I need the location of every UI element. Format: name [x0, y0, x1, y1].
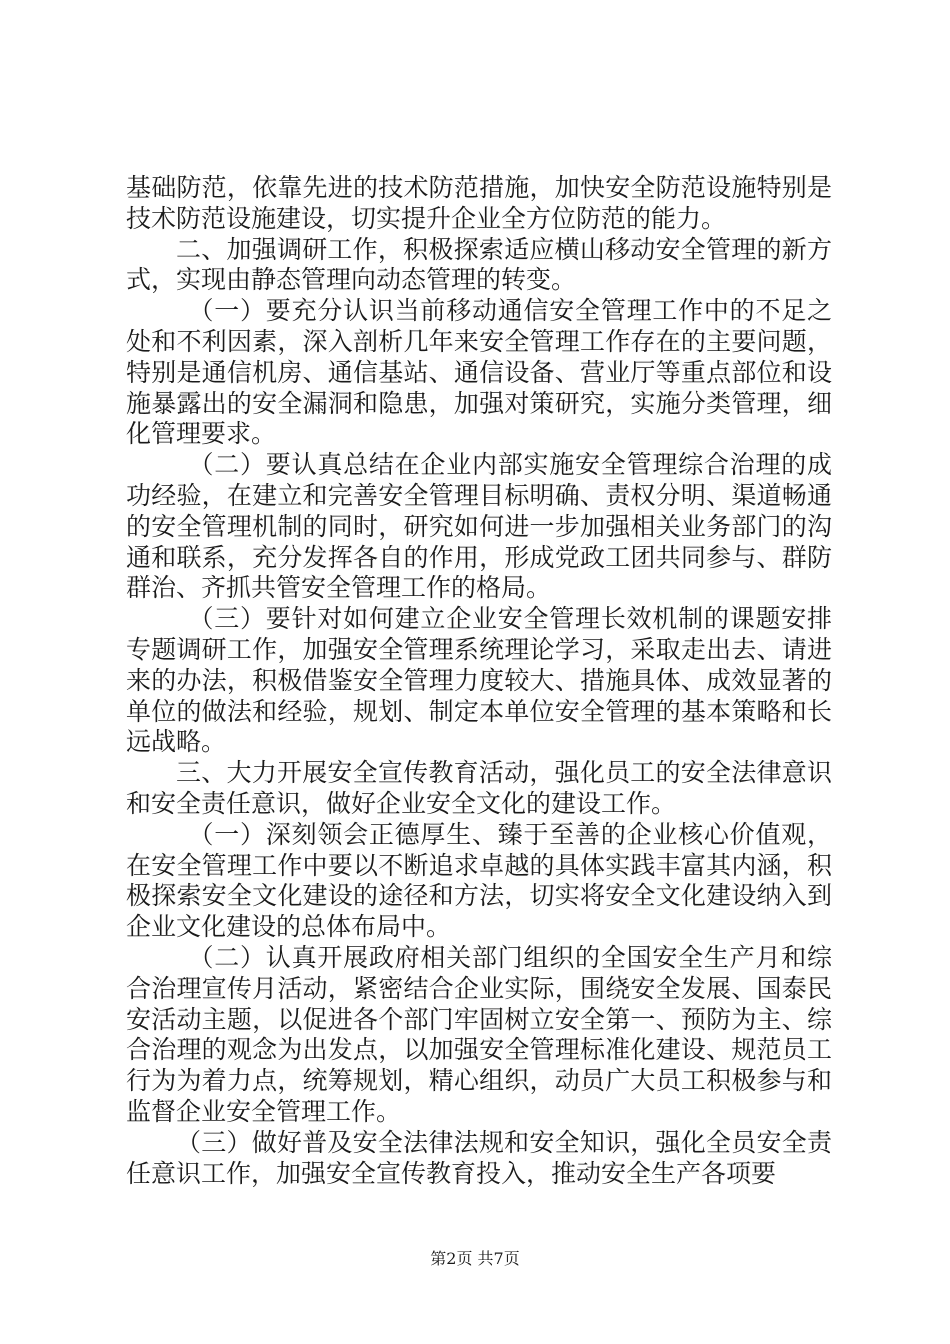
paragraph-section-3-item-2: （二）认真开展政府相关部门组织的全国安全生产月和综合治理宣传月活动，紧密结合企业实际，围绕安全发展、国泰民安活动主题，以促进各个部门牢固树立安全第一、预防为主、综合治理的观念为出发点，以加强安全管理标准化建设、规范员工行为为着力点，统筹规划，精心组织，动员广大员工积极参与和监督企业安全管理工作。	[126, 942, 832, 1126]
paragraph-section-3-item-1: （一）深刻领会正德厚生、臻于至善的企业核心价值观，在安全管理工作中要以不断追求卓越的具体实践丰富其内涵，积极探索安全文化建设的途径和方法，切实将安全文化建设纳入到企业文化建设的总体布局中。	[126, 819, 832, 942]
paragraph-section-2-heading: 二、加强调研工作，积极探索适应横山移动安全管理的新方式，实现由静态管理向动态管理的转变。	[126, 234, 832, 295]
paragraph-section-2-item-3: （三）要针对如何建立企业安全管理长效机制的课题安排专题调研工作，加强安全管理系统理论学习，采取走出去、请进来的办法，积极借鉴安全管理力度较大、措施具体、成效显著的单位的做法和经验，规划、制定本单位安全管理的基本策略和长远战略。	[126, 604, 832, 757]
page-number-footer: 第2页 共7页	[430, 1249, 520, 1268]
paragraph-section-2-item-2: （二）要认真总结在企业内部实施安全管理综合治理的成功经验，在建立和完善安全管理目标明确、责权分明、渠道畅通的安全管理机制的同时，研究如何进一步加强相关业务部门的沟通和联系，充分发挥各自的作用，形成党政工团共同参与、群防群治、齐抓共管安全管理工作的格局。	[126, 450, 832, 603]
document-body	[126, 173, 832, 1189]
paragraph-section-3-heading: 三、大力开展安全宣传教育活动，强化员工的安全法律意识和安全责任意识，做好企业安全文化的建设工作。	[126, 758, 832, 818]
paragraph-section-3-item-3: （三）做好普及安全法律法规和安全知识，强化全员安全责任意识工作，加强安全宣传教育投入，推动安全生产各项要	[126, 1127, 832, 1188]
paragraph-1: 基础防范，依靠先进的技术防范措施，加快安全防范设施特别是技术防范设施建设，切实提升企业全方位防范的能力。	[126, 173, 832, 233]
paragraph-section-2-item-1: （一）要充分认识当前移动通信安全管理工作中的不足之处和不利因素，深入剖析几年来安全管理工作存在的主要问题，特别是通信机房、通信基站、通信设备、营业厅等重点部位和设施暴露出的安全漏洞和隐患，加强对策研究，实施分类管理，细化管理要求。	[126, 296, 832, 449]
